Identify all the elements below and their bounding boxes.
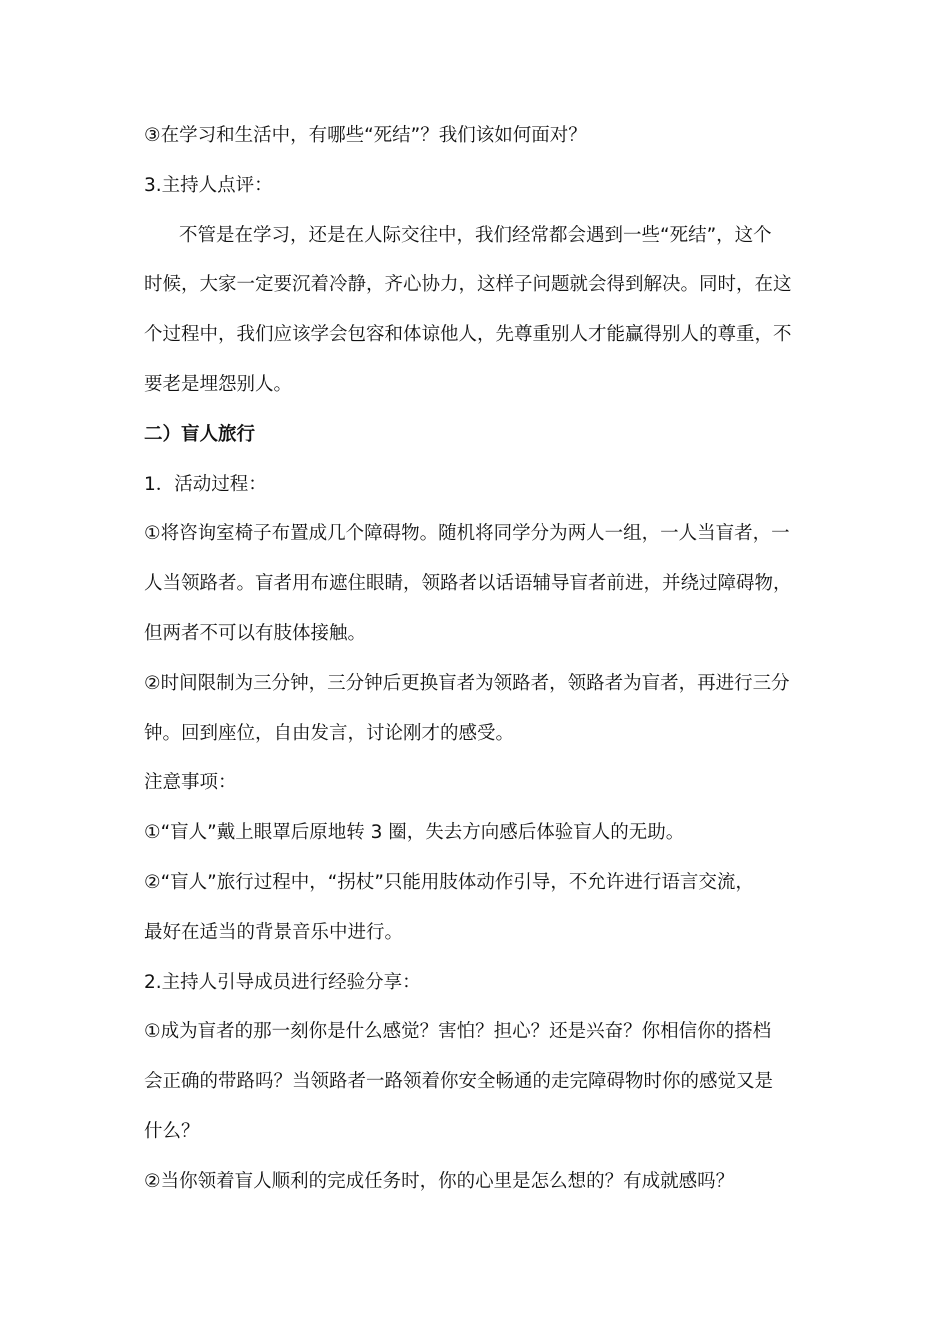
activity-process-heading: 1．活动过程： [144, 473, 267, 495]
question-line: ①成为盲者的那一刻你是什么感觉？害怕？担心？还是兴奋？你相信你的搭档 [144, 1021, 772, 1043]
note-item: ①“盲人”戴上眼罩后原地转 3 圈，失去方向感后体验盲人的无助。 [144, 822, 685, 844]
note-item: 最好在适当的背景音乐中进行。 [144, 921, 404, 943]
sharing-heading: 2.主持人引导成员进行经验分享： [144, 971, 421, 993]
paragraph-line: 时候，大家一定要沉着冷静，齐心协力，这样子问题就会得到解决。同时，在这 [144, 274, 792, 296]
question-line: ③在学习和生活中，有哪些“死结”？我们该如何面对？ [144, 125, 587, 146]
paragraph-line: ①将咨询室椅子布置成几个障碍物。随机将同学分为两人一组，一人当盲者，一 [144, 523, 790, 545]
paragraph-line: 钟。回到座位，自由发言，讨论刚才的感受。 [144, 722, 515, 744]
paragraph-line: 不管是在学习，还是在人际交往中，我们经常都会遇到一些“死结”，这个 [179, 224, 772, 246]
paragraph-line: 要老是埋怨别人。 [144, 373, 293, 395]
question-line: 什么？ [144, 1120, 200, 1142]
question-line: ②当你领着盲人顺利的完成任务时，你的心里是怎么想的？有成就感吗？ [144, 1170, 735, 1192]
note-item: ②“盲人”旅行过程中，“拐杖”只能用肢体动作引导，不允许进行语言交流， [144, 871, 754, 893]
host-comment-heading: 3.主持人点评： [144, 174, 273, 196]
paragraph-line: 人当领路者。盲者用布遮住眼睛，领路者以话语辅导盲者前进，并绕过障碍物， [144, 573, 792, 595]
question-line: 会正确的带路吗？当领路者一路领着你安全畅通的走完障碍物时你的感觉又是 [144, 1071, 774, 1093]
paragraph-line: ②时间限制为三分钟，三分钟后更换盲者为领路者，领路者为盲者，再进行三分 [144, 672, 790, 694]
document-body [144, 118, 812, 1214]
notes-heading: 注意事项： [144, 772, 237, 794]
section-heading-blind-travel: 二）盲人旅行 [144, 423, 256, 445]
paragraph-line: 个过程中，我们应该学会包容和体谅他人，先尊重别人才能赢得别人的尊重，不 [144, 324, 792, 346]
paragraph-line: 但两者不可以有肢体接触。 [144, 622, 367, 644]
